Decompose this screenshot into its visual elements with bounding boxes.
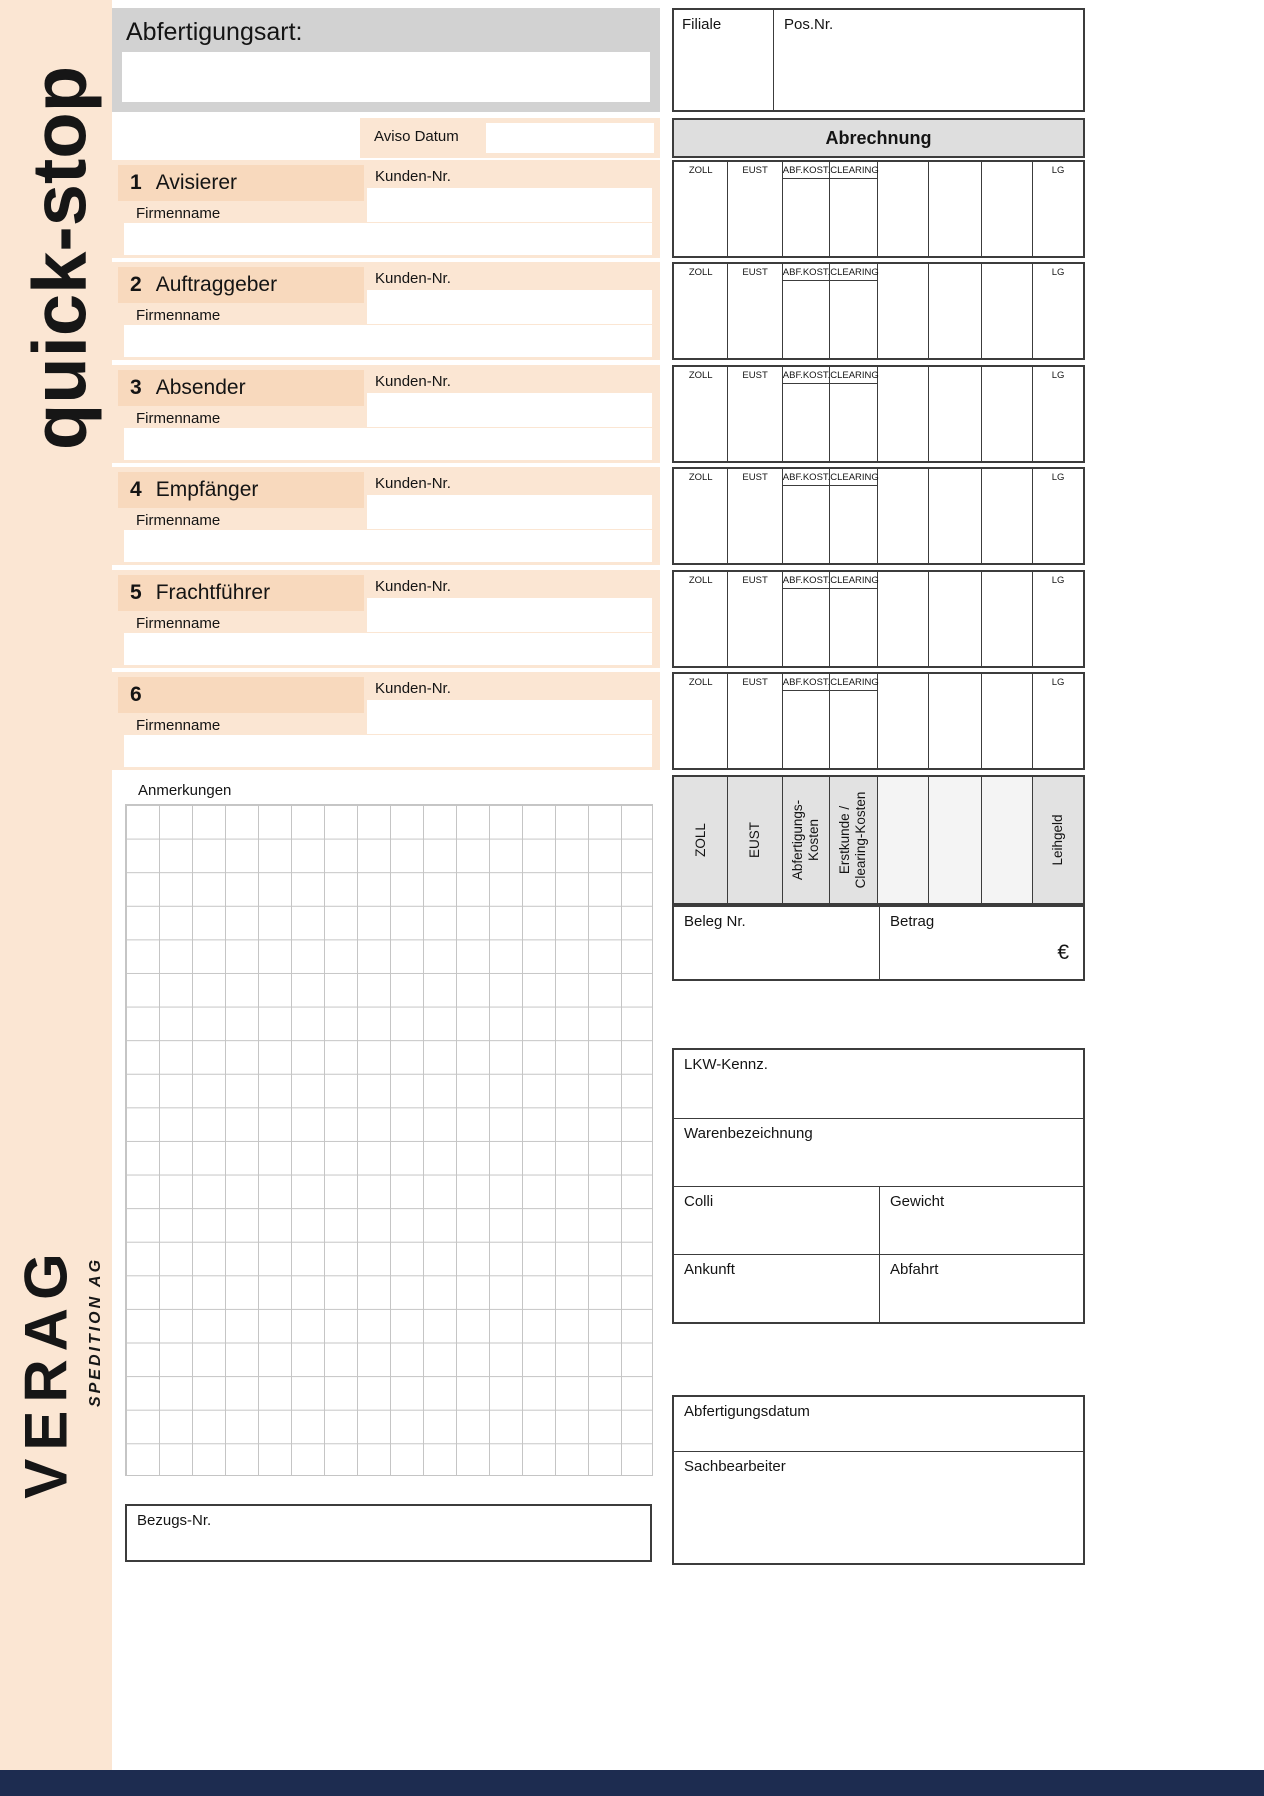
anmerkungen-label: Anmerkungen: [138, 782, 232, 799]
abfertigungsart-field[interactable]: [122, 52, 650, 102]
abrechnung-column-label: ABF.KOST.: [783, 162, 829, 179]
cost-column-cell: [674, 777, 728, 903]
abrechnung-column-label: LG: [1051, 677, 1065, 688]
party-name: Empfänger: [155, 478, 259, 501]
abrechnung-cell[interactable]: [674, 367, 728, 461]
abrechnung-cell[interactable]: [1033, 469, 1083, 563]
ankunft-abfahrt-row: [674, 1254, 1083, 1322]
abrechnung-cell[interactable]: [929, 572, 981, 666]
abrechnung-table: [672, 467, 1085, 565]
kunden-nr-label: Kunden-Nr.: [375, 578, 451, 595]
kunden-nr-field[interactable]: [367, 598, 652, 632]
abrechnung-cell[interactable]: [929, 162, 981, 256]
abrechnung-table: [672, 160, 1085, 258]
kunden-nr-label: Kunden-Nr.: [375, 373, 451, 390]
firmenname-field[interactable]: [124, 633, 652, 665]
colli-field[interactable]: Colli: [674, 1187, 880, 1254]
party-block-6: [112, 672, 660, 770]
party-block-auftraggeber: [112, 262, 660, 360]
abrechnung-column-label: CLEARING: [830, 469, 876, 486]
logo-quickstop: quick-stop: [17, 65, 103, 451]
abrechnung-column-label: ABF.KOST.: [783, 367, 829, 384]
party-number: 5: [130, 581, 142, 604]
abrechnung-cell[interactable]: [982, 367, 1034, 461]
aviso-datum-field[interactable]: [486, 123, 654, 153]
abrechnung-cell[interactable]: [728, 674, 782, 768]
abrechnung-cell[interactable]: [929, 674, 981, 768]
abrechnung-cell[interactable]: [982, 674, 1034, 768]
abrechnung-cell[interactable]: [728, 162, 782, 256]
abrechnung-column-label: CLEARING: [830, 264, 876, 281]
shipment-box: [672, 1048, 1085, 1324]
abrechnung-cell[interactable]: [929, 264, 981, 358]
abrechnung-header: Abrechnung: [672, 118, 1085, 158]
abrechnung-column-label: ZOLL: [688, 575, 713, 586]
abfahrt-field[interactable]: Abfahrt: [890, 1261, 939, 1278]
abrechnung-table: [672, 262, 1085, 360]
abrechnung-column-label: CLEARING: [830, 674, 876, 691]
kunden-nr-field[interactable]: [367, 290, 652, 324]
party-block-frachtfuehrer: [112, 570, 660, 668]
abrechnung-column-label: LG: [1051, 472, 1065, 483]
abrechnung-cell[interactable]: [929, 367, 981, 461]
abrechnung-table: [672, 672, 1085, 770]
cost-column-label: EUST: [746, 821, 762, 859]
cost-empty-cell[interactable]: [929, 777, 981, 903]
abrechnung-cell[interactable]: [728, 469, 782, 563]
abrechnung-cell[interactable]: [728, 264, 782, 358]
party-name: Avisierer: [155, 171, 237, 194]
abrechnung-column-label: CLEARING: [830, 162, 876, 179]
cost-column-cell: [830, 777, 877, 903]
abrechnung-cell[interactable]: [929, 469, 981, 563]
abrechnung-cell[interactable]: [830, 572, 877, 666]
abfertigungsart-box: [112, 8, 660, 112]
abrechnung-cell[interactable]: [830, 162, 877, 256]
abrechnung-column-label: ABF.KOST.: [783, 674, 829, 691]
kunden-nr-label: Kunden-Nr.: [375, 168, 451, 185]
abrechnung-cell[interactable]: [783, 162, 830, 256]
kunden-nr-label: Kunden-Nr.: [375, 680, 451, 697]
party-header: [118, 165, 364, 201]
abrechnung-cell[interactable]: [1033, 367, 1083, 461]
party-header: [118, 472, 364, 508]
lkw-kennz-field[interactable]: LKW-Kennz.: [684, 1056, 768, 1073]
abrechnung-cell[interactable]: [982, 572, 1034, 666]
kunden-nr-label: Kunden-Nr.: [375, 270, 451, 287]
kunden-nr-field[interactable]: [367, 188, 652, 222]
abrechnung-cell[interactable]: [830, 367, 877, 461]
anmerkungen-grid-area[interactable]: [125, 804, 653, 1476]
abrechnung-table: [672, 365, 1085, 463]
abrechnung-cell[interactable]: [982, 469, 1034, 563]
abrechnung-cell[interactable]: [674, 674, 728, 768]
abrechnung-column-label: ZOLL: [688, 472, 713, 483]
beleg-nr-field[interactable]: Beleg Nr.: [674, 907, 880, 979]
firmenname-label: Firmenname: [136, 717, 221, 734]
abrechnung-cell[interactable]: [674, 572, 728, 666]
abrechnung-cell[interactable]: [878, 572, 930, 666]
abrechnung-cell[interactable]: [878, 367, 930, 461]
abrechnung-cell[interactable]: [830, 264, 877, 358]
kunden-nr-label: Kunden-Nr.: [375, 475, 451, 492]
cost-empty-cell[interactable]: [982, 777, 1034, 903]
cost-empty-cell[interactable]: [878, 777, 930, 903]
abrechnung-cell[interactable]: [674, 162, 728, 256]
party-header: [118, 267, 364, 303]
abrechnung-column-label: LG: [1051, 575, 1065, 586]
abrechnung-cell[interactable]: [783, 264, 830, 358]
cost-column-cell: [783, 777, 830, 903]
logo-verag: VERAG: [12, 1245, 80, 1499]
abrechnung-cell[interactable]: [982, 162, 1034, 256]
ankunft-field[interactable]: Ankunft: [674, 1255, 880, 1322]
footer-color-bar: [0, 1770, 1264, 1796]
colli-gewicht-row: [674, 1186, 1083, 1254]
gewicht-field[interactable]: Gewicht: [890, 1193, 945, 1210]
abrechnung-column-label: EUST: [742, 472, 768, 483]
abrechnung-column-label: ABF.KOST.: [783, 572, 829, 589]
abrechnung-column-label: ZOLL: [688, 267, 713, 278]
aviso-datum-band: [360, 118, 660, 158]
party-block-avisierer: [112, 160, 660, 258]
cost-column-cell: [728, 777, 782, 903]
abrechnung-column-label: LG: [1051, 267, 1065, 278]
abrechnung-cell[interactable]: [674, 264, 728, 358]
party-header: [118, 677, 364, 713]
abrechnung-cell[interactable]: [783, 674, 830, 768]
cost-strip: [672, 775, 1085, 905]
abrechnung-column-label: CLEARING: [830, 367, 876, 384]
betrag-label: Betrag: [890, 913, 935, 930]
abrechnung-cell[interactable]: [1033, 572, 1083, 666]
firmenname-label: Firmenname: [136, 205, 221, 222]
abrechnung-column-label: ABF.KOST.: [783, 264, 829, 281]
abrechnung-cell[interactable]: [728, 572, 782, 666]
abfertigungsart-label: Abfertigungsart:: [126, 18, 303, 46]
firmenname-field[interactable]: [124, 735, 652, 767]
processing-box: [672, 1395, 1085, 1565]
abrechnung-cell[interactable]: [982, 264, 1034, 358]
abrechnung-cell[interactable]: [1033, 264, 1083, 358]
abrechnung-column-label: CLEARING: [830, 572, 876, 589]
abfertigungsdatum-field[interactable]: Abfertigungsdatum: [684, 1403, 810, 1420]
filiale-field[interactable]: Filiale: [674, 10, 774, 110]
betrag-field[interactable]: [880, 907, 1083, 979]
party-number: 4: [130, 478, 142, 501]
party-number: 1: [130, 171, 142, 194]
abrechnung-cell[interactable]: [878, 674, 930, 768]
firmenname-field[interactable]: [124, 325, 652, 357]
abrechnung-cell[interactable]: [783, 367, 830, 461]
firmenname-field[interactable]: [124, 530, 652, 562]
firmenname-label: Firmenname: [136, 307, 221, 324]
euro-currency-sign: €: [1057, 941, 1069, 964]
party-number: 6: [130, 683, 142, 706]
party-number: 2: [130, 273, 142, 296]
abrechnung-cell[interactable]: [878, 264, 930, 358]
abrechnung-cell[interactable]: [783, 572, 830, 666]
abrechnung-cell[interactable]: [878, 162, 930, 256]
abrechnung-table: [672, 570, 1085, 668]
cost-column-cell: [1033, 777, 1083, 903]
abrechnung-column-label: LG: [1051, 370, 1065, 381]
posnr-field[interactable]: Pos.Nr.: [784, 16, 834, 33]
beleg-betrag-box: [672, 905, 1085, 981]
abrechnung-column-label: ZOLL: [688, 677, 713, 688]
party-number: 3: [130, 376, 142, 399]
abrechnung-column-label: EUST: [742, 677, 768, 688]
abrechnung-cell[interactable]: [674, 469, 728, 563]
sachbearbeiter-field[interactable]: Sachbearbeiter: [674, 1451, 1083, 1563]
abrechnung-cell[interactable]: [1033, 162, 1083, 256]
party-header: [118, 575, 364, 611]
firmenname-field[interactable]: [124, 223, 652, 255]
abrechnung-column-label: EUST: [742, 370, 768, 381]
aviso-datum-label: Aviso Datum: [374, 128, 459, 145]
filiale-posnr-box: [672, 8, 1085, 112]
abrechnung-column-label: ZOLL: [688, 370, 713, 381]
party-block-absender: [112, 365, 660, 463]
kunden-nr-field[interactable]: [367, 495, 652, 529]
bezugs-nr-field[interactable]: Bezugs-Nr.: [125, 1504, 652, 1562]
party-name: Absender: [155, 376, 246, 399]
abrechnung-cell[interactable]: [878, 469, 930, 563]
firmenname-label: Firmenname: [136, 615, 221, 632]
abrechnung-column-label: LG: [1051, 165, 1065, 176]
abrechnung-column-label: ABF.KOST.: [783, 469, 829, 486]
firmenname-label: Firmenname: [136, 410, 221, 427]
abrechnung-cell[interactable]: [783, 469, 830, 563]
kunden-nr-field[interactable]: [367, 393, 652, 427]
abrechnung-cell[interactable]: [728, 367, 782, 461]
cost-column-label: Erstkunde / Clearing-Kosten: [837, 791, 869, 889]
abrechnung-cell[interactable]: [830, 674, 877, 768]
abrechnung-column-label: EUST: [742, 267, 768, 278]
abrechnung-column-label: ZOLL: [688, 165, 713, 176]
abrechnung-column-label: EUST: [742, 165, 768, 176]
abrechnung-cell[interactable]: [830, 469, 877, 563]
party-name: Auftraggeber: [155, 273, 278, 296]
cost-column-label: ZOLL: [692, 823, 708, 857]
party-name: Frachtführer: [155, 581, 271, 604]
party-header: [118, 370, 364, 406]
abrechnung-column-label: EUST: [742, 575, 768, 586]
logo-company-subtitle: SPEDITION AG: [87, 1256, 104, 1408]
cost-column-label: Leihgeld: [1049, 814, 1065, 866]
firmenname-label: Firmenname: [136, 512, 221, 529]
warenbezeichnung-field[interactable]: Warenbezeichnung: [674, 1118, 1083, 1186]
party-block-empfaenger: [112, 467, 660, 565]
cost-column-label: Abfertigungs-Kosten: [789, 799, 821, 881]
kunden-nr-field[interactable]: [367, 700, 652, 734]
firmenname-field[interactable]: [124, 428, 652, 460]
abrechnung-cell[interactable]: [1033, 674, 1083, 768]
